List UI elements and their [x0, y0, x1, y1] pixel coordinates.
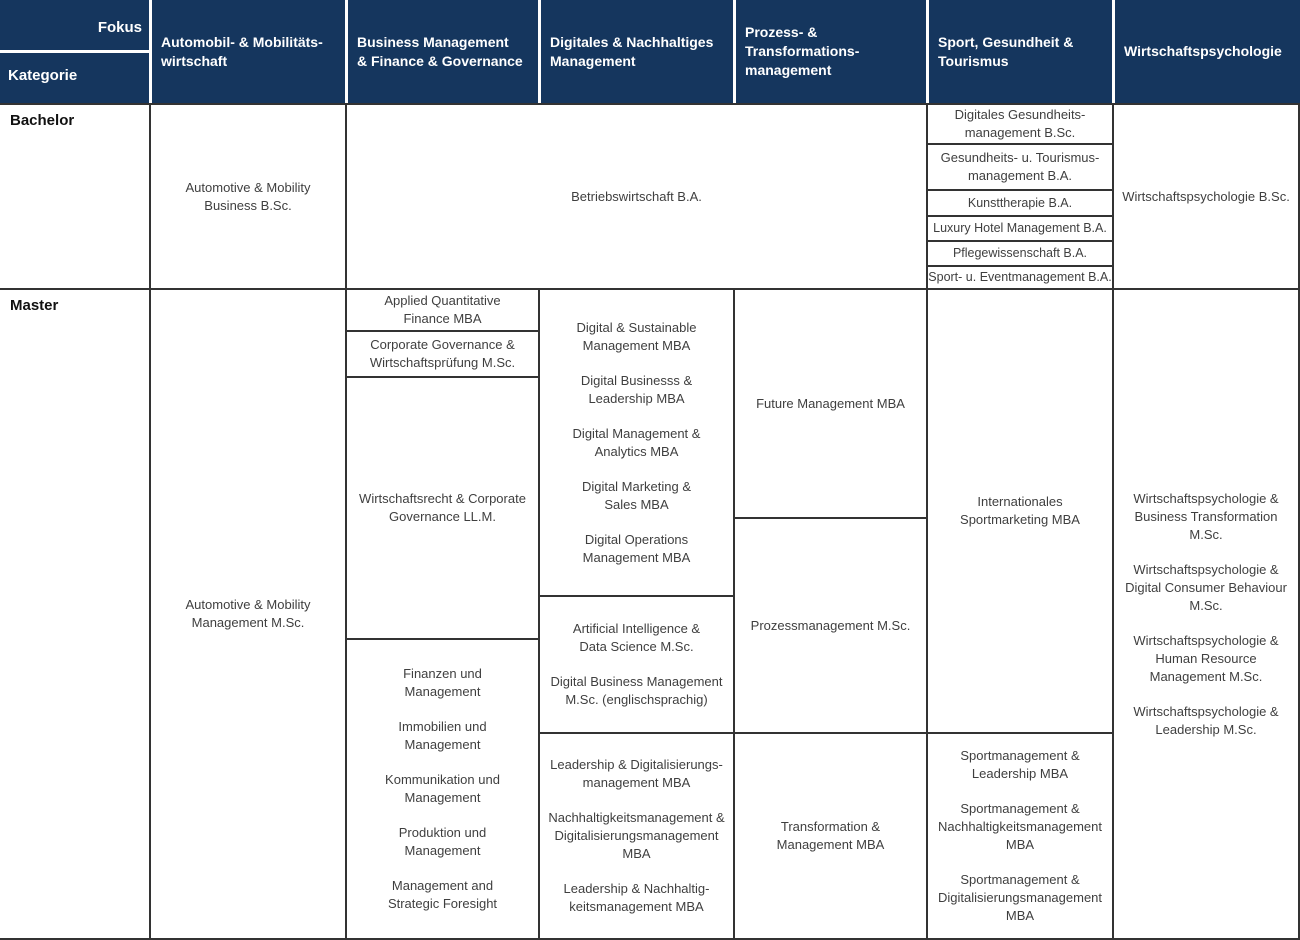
cell-bachelor-bwl-span — [345, 103, 926, 288]
program-item: Nachhaltigkeitsmanagement & Digitalisierungsmanagement MBA — [548, 810, 725, 861]
cell-bachelor-sport-5 — [926, 240, 1112, 265]
program-item: Wirtschaftspsychologie & Business Transformation M.Sc. — [1133, 490, 1279, 542]
program-item: Sportmanagement & Leadership MBA — [960, 748, 1080, 781]
program-item: Prozessmanagement M.Sc. — [750, 617, 911, 633]
cell-master-automobil — [149, 288, 345, 940]
program-item: Leadership & Nachhaltig- keitsmanagement MBA — [563, 881, 710, 914]
column-header-business: Business Management & Finance & Governance — [348, 0, 538, 103]
program-item: Sportmanagement & Nachhaltigkeitsmanagement MBA — [937, 801, 1103, 852]
cell-master-sport-1 — [926, 288, 1112, 732]
program-item: Leadership & Digitalisierungs- management MBA — [550, 757, 723, 790]
program-item: Digital Businesss & Leadership MBA — [580, 372, 693, 406]
column-header-automobil: Automobil- & Mobilitäts- wirtschaft — [152, 0, 345, 103]
column-header-wipsy: Wirtschaftspsychologie — [1115, 0, 1300, 103]
program-item: Digital Marketing & Sales MBA — [581, 478, 692, 512]
cell-master-prozess-2 — [733, 517, 926, 732]
program-item: Pflegewissenschaft B.A. — [952, 246, 1088, 260]
cell-master-business-4 — [345, 638, 538, 940]
program-item: Applied Quantitative Finance MBA — [384, 293, 501, 326]
cell-master-prozess-1 — [733, 288, 926, 517]
program-item: Luxury Hotel Management B.A. — [933, 221, 1107, 235]
program-item: Internationales Sportmarketing MBA — [960, 494, 1080, 527]
column-header-prozess: Prozess- & Transformations- management — [736, 0, 926, 103]
program-item: Corporate Governance & Wirtschaftsprüfung M.Sc. — [369, 337, 516, 370]
program-item: Immobilien und Management — [398, 719, 487, 752]
program-item: Digitales Gesundheits- management B.Sc. — [954, 107, 1086, 140]
program-item: Produktion und Management — [398, 825, 487, 858]
program-item: Sport- u. Eventmanagement B.A. — [928, 270, 1112, 284]
cell-master-digital-1 — [538, 288, 733, 595]
program-item: Digital Operations Management MBA — [582, 531, 691, 565]
column-header-digital: Digitales & Nachhaltiges Management — [541, 0, 733, 103]
program-item: Finanzen und Management — [403, 666, 482, 699]
program-item: Wirtschaftsrecht & Corporate Governance LL.M. — [359, 491, 526, 524]
cell-master-business-2 — [345, 330, 538, 376]
program-item: Digital & Sustainable Management MBA — [576, 319, 697, 353]
cell-master-digital-2 — [538, 595, 733, 732]
program-item: Kommunikation und Management — [385, 772, 500, 805]
row-label-master: Master — [0, 288, 149, 940]
row-label-bachelor: Bachelor — [0, 103, 149, 288]
cell-master-business-1 — [345, 288, 538, 330]
column-header-sport: Sport, Gesundheit & Tourismus — [929, 0, 1112, 103]
program-item: Digital Management & Analytics MBA — [572, 425, 701, 459]
program-item: Future Management MBA — [756, 395, 905, 411]
program-item: Automotive & Mobility Business B.Sc. — [185, 179, 311, 213]
cell-bachelor-sport-1 — [926, 103, 1112, 143]
axis-divider-line — [0, 50, 149, 53]
program-item: Management and Strategic Foresight — [387, 878, 498, 911]
cell-master-digital-3 — [538, 732, 733, 940]
cell-master-prozess-3 — [733, 732, 926, 940]
program-item: Kunsttherapie B.A. — [967, 195, 1073, 210]
cell-bachelor-sport-2 — [926, 143, 1112, 189]
program-item: Betriebswirtschaft B.A. — [571, 188, 702, 204]
cell-bachelor-wipsy — [1112, 103, 1300, 288]
cell-bachelor-automobil — [149, 103, 345, 288]
cell-master-wipsy — [1112, 288, 1300, 940]
program-item: Gesundheits- u. Tourismus- management B.A. — [940, 150, 1100, 183]
program-item: Wirtschaftspsychologie & Human Resource Management M.Sc. — [1133, 632, 1279, 684]
program-item: Wirtschaftspsychologie & Digital Consumer Behaviour M.Sc. — [1125, 561, 1287, 613]
program-item: Wirtschaftspsychologie & Leadership M.Sc. — [1133, 703, 1279, 737]
cell-bachelor-sport-6 — [926, 265, 1112, 288]
program-item: Automotive & Mobility Management M.Sc. — [185, 597, 311, 630]
program-item: Sportmanagement & Digitalisierungsmanagement MBA — [937, 872, 1103, 923]
category-axis-label: Kategorie — [8, 67, 78, 84]
focus-axis-label: Fokus — [97, 19, 142, 36]
axis-header-cell — [0, 0, 149, 103]
cell-bachelor-sport-3 — [926, 189, 1112, 215]
cell-master-business-3 — [345, 376, 538, 638]
cell-bachelor-sport-4 — [926, 215, 1112, 240]
program-item: Artificial Intelligence & Data Science M.Sc. — [572, 621, 701, 654]
program-item: Digital Business Management M.Sc. (englischsprachig) — [550, 674, 723, 707]
program-item: Transformation & Management MBA — [776, 819, 885, 852]
program-item: Wirtschaftspsychologie B.Sc. — [1122, 188, 1290, 204]
cell-master-sport-2 — [926, 732, 1112, 940]
